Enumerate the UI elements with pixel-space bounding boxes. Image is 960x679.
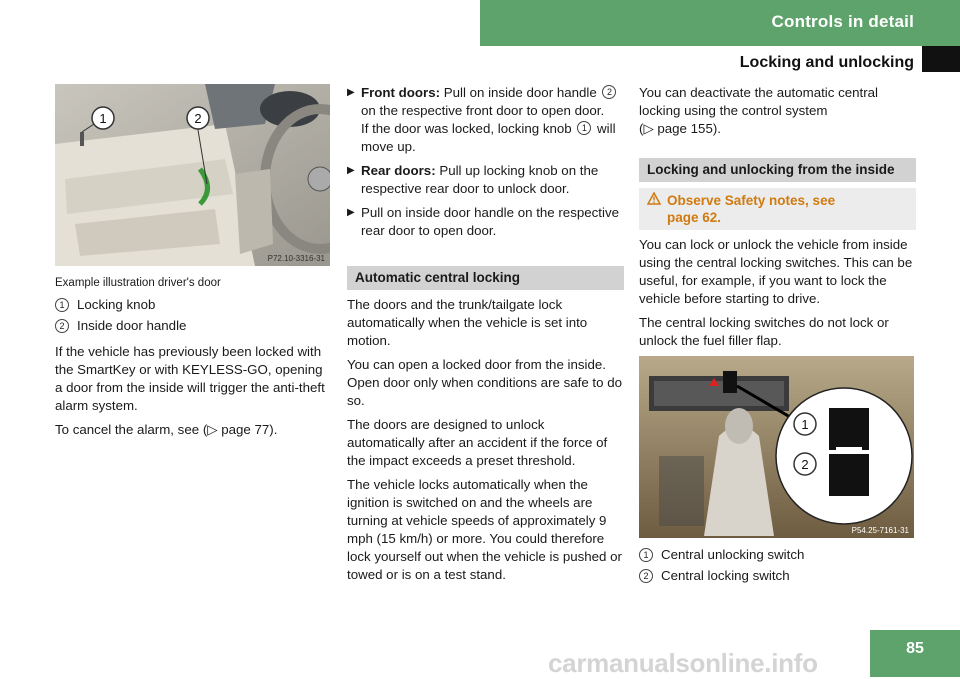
legend-text: Locking knob [77, 297, 156, 312]
legend-item [639, 567, 916, 585]
triangle-right-icon: ▶ [347, 165, 355, 176]
callout-2: 2 [801, 457, 809, 472]
arrow-right-icon: ▷ [643, 121, 654, 136]
bullet-item: ▶ Pull on inside door handle on the respective rear door to open door. [347, 205, 619, 238]
alarm-paragraph: If the vehicle has previously been locked with the SmartKey or with KEYLESS-GO, opening a door from the inside will trigger the anti-theft alarm system. [55, 344, 325, 413]
header-tab-marker [922, 46, 960, 72]
safety-warning: Observe Safety notes, see page 62. [639, 188, 916, 230]
warning-triangle-icon [647, 192, 661, 209]
page-number: 85 [906, 640, 924, 657]
callout-1: 1 [801, 417, 809, 432]
paragraph: The doors are designed to unlock automatically after an accident if the force of the impact exceeds a preset threshold. [347, 417, 608, 468]
cancel-alarm-paragraph: To cancel the alarm, see (▷ page 77). [55, 422, 278, 437]
column-right [639, 84, 916, 588]
section-heading: Automatic central locking [347, 266, 624, 290]
paragraph: The central locking switches do not lock or unlock the fuel filler flap. [639, 315, 889, 348]
legend-number: 1 [55, 298, 69, 312]
door-illustration [55, 84, 330, 266]
callout-1: 1 [99, 111, 107, 126]
legend-number: 2 [55, 319, 69, 333]
page-reference-link[interactable]: page 62. [667, 210, 722, 225]
bullet-item: ▶ Rear doors: Pull up locking knob on the respective rear door to unlock door. [347, 163, 599, 196]
legend-number: 2 [639, 569, 653, 583]
triangle-right-icon: ▶ [347, 207, 355, 218]
triangle-right-icon: ▶ [347, 87, 355, 98]
callout-number: 1 [577, 121, 591, 135]
bullet-item: ▶ Front doors: Pull on inside door handle 2 on the respective front door to open door. If the door was locked, locking knob 1 will move up. [347, 85, 616, 154]
paragraph: The vehicle locks automatically when the ignition is switched on and the wheels are turning at vehicle speeds of approximately 9 mph (15 km/h) or more. You could therefore lock yourself out when the vehicle is pushed or towed or is on a test stand. [347, 477, 622, 582]
console-illustration [639, 356, 914, 538]
paragraph: You can open a locked door from the inside. Open door only when conditions are safe to do so. [347, 357, 622, 408]
legend-text: Inside door handle [77, 318, 187, 333]
page-reference-link[interactable]: page 77 [221, 422, 270, 437]
legend-item [55, 317, 330, 335]
legend-text: Central locking switch [661, 568, 790, 583]
legend-item [639, 546, 916, 564]
subsection-title: Locking and unlocking [739, 54, 914, 71]
paragraph: You can deactivate the automatic central locking using the control system (▷ page 155). [639, 85, 879, 136]
section-heading: Locking and unlocking from the inside [639, 158, 916, 182]
paragraph: You can lock or unlock the vehicle from inside using the central locking switches. This can be useful, for example, if you want to lock the vehicle before starting to drive. [639, 237, 913, 306]
arrow-right-icon: ▷ [207, 422, 218, 437]
callout-2: 2 [194, 111, 202, 126]
callout-number: 2 [602, 85, 616, 99]
paragraph: The doors and the trunk/tailgate lock automatically when the vehicle is set into motion. [347, 297, 588, 348]
column-left [55, 84, 330, 445]
image-code: P54.25-7161-31 [851, 526, 909, 535]
image-code: P72.10-3316-31 [267, 254, 325, 263]
image-caption: Example illustration driver's door [55, 277, 221, 289]
watermark: carmanualsonline.info [548, 648, 818, 678]
page-reference-link[interactable]: page 155 [657, 121, 713, 136]
column-middle [347, 84, 624, 590]
legend-number: 1 [639, 548, 653, 562]
legend-text: Central unlocking switch [661, 547, 805, 562]
section-title: Controls in detail [771, 12, 914, 31]
legend-item [55, 296, 330, 314]
